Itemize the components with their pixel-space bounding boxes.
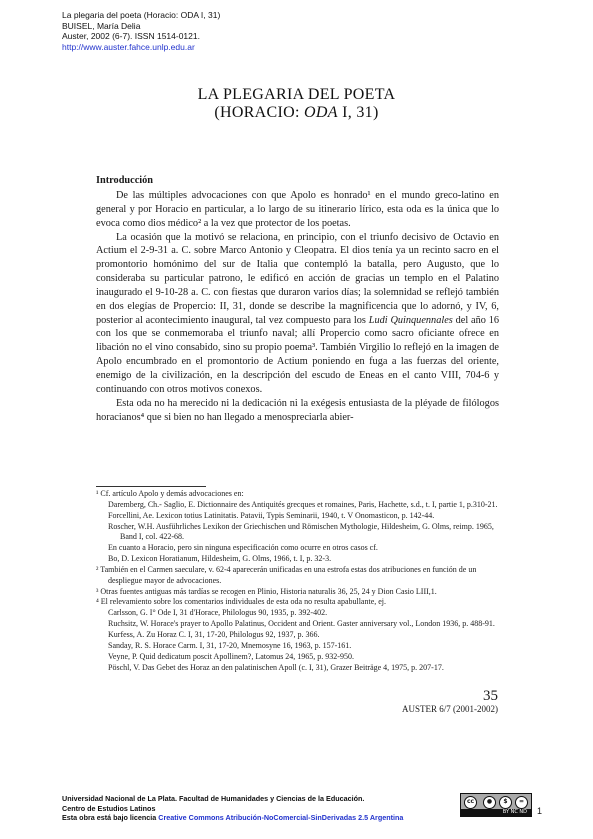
article-body xyxy=(96,189,499,424)
citation-author: BUISEL, María Delia xyxy=(62,20,141,31)
footnote-1-ref: Bo, D. Lexicon Horatianum, Hildesheim, G. Olms, 1966, t. I, p. 32-3. xyxy=(108,554,332,564)
footnote-1-ref: Daremberg, Ch.- Saglio, E. Dictionnaire des Antiquités grecques et romaines, Paris, Hachette, s.d., t. I, partie 1, p.310-21. xyxy=(108,499,498,509)
cc-license-badge[interactable] xyxy=(460,793,532,817)
article-title-line1: LA PLEGARIA DEL POETA xyxy=(197,86,396,103)
footnote-4-ref: Carlsson, G. I° Ode I, 31 d'Horace, Philologus 90, 1935, p. 392-402. xyxy=(108,608,328,618)
footnote-4-ref: Veyne, P. Quid dedicatum poscit Apollinem?, Latomus 24, 1965, p. 932-950. xyxy=(108,651,354,661)
repository-footer xyxy=(62,794,403,823)
section-heading: Introducción xyxy=(96,175,154,186)
footer-license: Esta obra está bajo licencia Creative Commons Atribución-NoComercial-SinDerivadas 2.5 Argentina xyxy=(62,813,404,822)
citation-header xyxy=(62,10,220,52)
page-number: 35 xyxy=(483,688,498,704)
by-icon: ● xyxy=(483,796,496,809)
footnote-4-ref: Sanday, R. S. Horace Carm. I, 31, 17-20, Mnemosyne 16, 1963, p. 157-161. xyxy=(108,640,352,650)
footnote-4-ref: Kurfess, A. Zu Horaz C. I, 31, 17-20, Philologus 92, 1937, p. 366. xyxy=(108,629,320,639)
license-link[interactable]: Creative Commons Atribución-NoComercial-SinDerivadas 2.5 Argentina xyxy=(158,813,404,822)
cc-icon: cc xyxy=(464,796,477,809)
citation-title: La plegaria del poeta (Horacio: ODA I, 31) xyxy=(62,10,221,20)
footnote-4: ⁴ El relevamiento sobre los comentarios individuales de esta oda no resulta apabullante, ej. xyxy=(96,597,387,607)
citation-issn: Auster, 2002 (6-7). ISSN 1514-0121. xyxy=(62,31,200,41)
article-title-line2: (HORACIO: ODA I, 31) xyxy=(214,104,379,121)
nc-icon: $ xyxy=(499,796,512,809)
citation-link[interactable]: http://www.auster.fahce.unlp.edu.ar xyxy=(62,41,195,52)
paragraph-1: De las múltiples advocaciones con que Apolo es honrado¹ en el mundo greco-latino en general y por Horacio en particular, a lo largo de su itinerario lírico, esta oda es la única que lo evoca como dios médico² a la vez que protector de los poetas. xyxy=(96,190,499,229)
footer-center: Centro de Estudios Latinos xyxy=(62,803,156,813)
footnotes xyxy=(96,489,499,673)
footnote-4-ref: Pöschl, V. Das Gebet des Horaz an den palatinischen Apoll (c. I, 31), Grazer Beiträge 4, 1975, p. 207-17. xyxy=(108,662,444,672)
footnote-divider xyxy=(96,486,206,487)
footnote-1-note: En cuanto a Horacio, pero sin ninguna especificación como ocurre en otros casos cf. xyxy=(108,543,378,553)
footnote-2: ² También en el Carmen saeculare, v. 62-4 aparecerán unificadas en una estrofa estas dos atribuciones en función de un despliegue mayor de advocaciones. xyxy=(96,564,477,585)
paragraph-2: La ocasión que la motivó se relaciona, en principio, con el triunfo decisivo de Octavio en Actium el 2-9-31 a. C. sobre Marco Antonio y Cleopatra. El dios tenía ya un recinto sacro en el promontorio homónimo del sur de Italia que contempló la batalla, pero Augusto, que lo consideraba su particular patrono, le edificó en acción de gracias un templo en el Palatino inaugurado el 9-10-28 a. C. con fiestas que duraron varios días; la solemnidad se reflejó también en dos elegías de Propercio: II, 31, donde se describe la magnificencia que lo adornó, y IV, 6, posterior al acontecimiento inaugural, tal vez compuesto para los Ludi Quinquennales del año 16 con los que se conmemoraba el triunfo naval; allí Propercio como sacro oficiante ofrece en libación no el vino consabido, sino su propio poema³. También Virgilio lo reflejó en la imagen de Apolo encumbrado en el promontorio de Actium poniendo en fuga a las fuerzas del oriente, enemigo de la civilización, en la descripción del escudo de Eneas en el canto VIII, 704-6 y continuando con otros motivos conexos. xyxy=(96,231,500,395)
paragraph-3: Esta oda no ha merecido ni la dedicación ni la exégesis entusiasta de la pléyade de filólogos horacianos⁴ que si bien no han llegado a menospreciarla abier- xyxy=(96,397,499,423)
footnote-1-ref: Forcellini, Ae. Lexicon totius Latinitatis. Patavii, Typis Seminarii, 1940, t. V Onomasticon, p. 142-44. xyxy=(108,510,435,520)
journal-reference: AUSTER 6/7 (2001-2002) xyxy=(402,704,498,714)
footnote-4-ref: Ruchsitz, W. Horace's prayer to Apollo Palatinus, Occident and Orient. Gaster anniversary vol., London 1936, p. 488-91. xyxy=(108,619,495,629)
footnote-3: ³ Otras fuentes antiguas más tardías se recogen en Plinio, Historia naturalis 36, 25, 24 y Dion Casio LIII,1. xyxy=(96,586,437,596)
cc-band: BY NC ND xyxy=(461,809,531,816)
nd-icon: = xyxy=(515,796,528,809)
footer-institution: Universidad Nacional de La Plata. Facultad de Humanidades y Ciencias de la Educación. xyxy=(62,794,365,803)
pdf-page-number: 1 xyxy=(537,806,543,816)
footnote-1-ref: Roscher, W.H. Ausführliches Lexikon der Griechischen und Römischen Mythologie, Hildesheim, G. Olms, reimp. 1965, Band I, col. 422-68. xyxy=(108,521,494,542)
footnote-1: ¹ Cf. artículo Apolo y demás advocaciones en: xyxy=(96,489,244,498)
